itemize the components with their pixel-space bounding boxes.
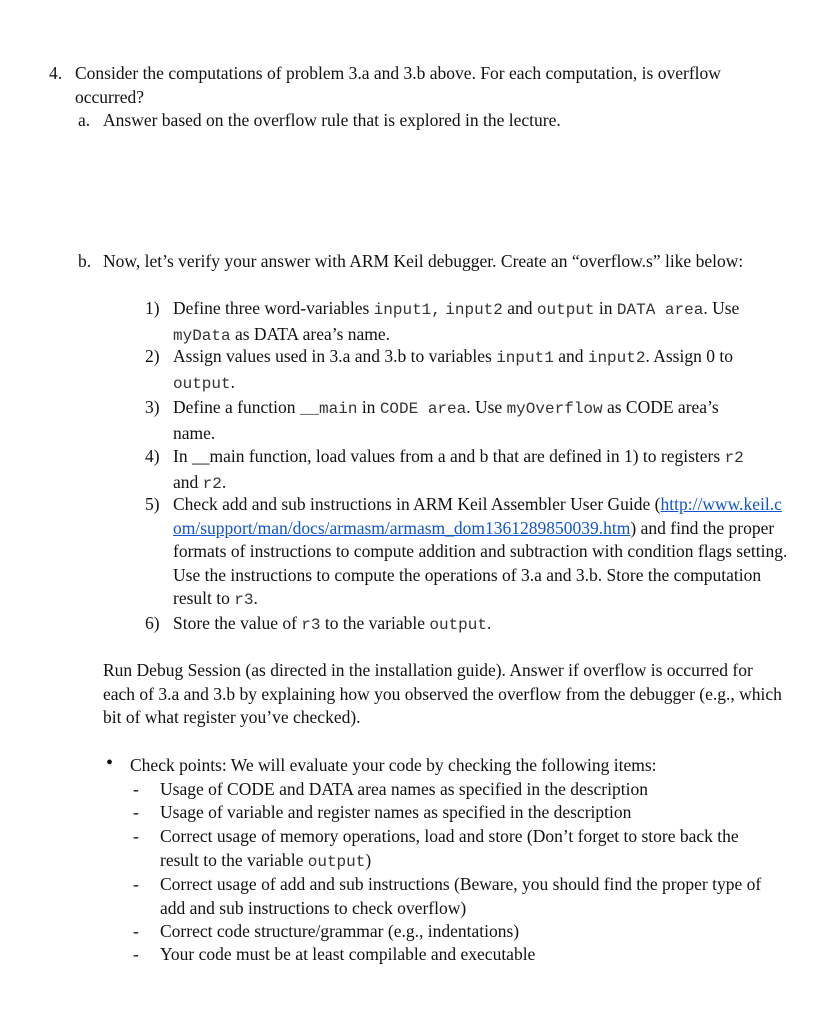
keil-guide-link[interactable]: http://www.keil.com/support/man/docs/armasm/armasm_dom1361289850039.htm — [173, 494, 782, 538]
run-debug-paragraph: Run Debug Session (as directed in the installation guide). Answer if overflow is occurred for each of 3.a and 3.b by explaining how you observed the overflow from the debugger (e.g., which bit of what register you’ve checked). — [103, 660, 782, 727]
code-data-area: DATA area — [616, 301, 704, 319]
code-input1: input1, — [373, 301, 441, 319]
checkpoint-item: Usage of variable and register names as specified in the description — [160, 802, 632, 822]
checkpoint-item: Correct usage of memory operations, load and store (Don’t forget to store back the result to the variable output) — [160, 826, 739, 871]
checkpoint-item: Correct code structure/grammar (e.g., indentations) — [160, 921, 520, 941]
step-6-text: Store the value of r3 to the variable output. — [173, 613, 492, 634]
step-5-text: Check add and sub instructions in ARM Keil Assembler User Guide (http://www.keil.com/support/man/docs/armasm/armasm_dom1361289850039.htm) and find the proper formats of instructions to compute addition and subtraction with condition flags setting. Use the instructions to compute the operations of 3.a and 3.b. Store the computation result to r3. — [173, 494, 788, 609]
step-3-text: Define a function __main in CODE area. Use myOverflow as CODE area’s name. — [173, 397, 719, 443]
question-text: Consider the computations of problem 3.a and 3.b above. For each computation, is overflow occurred? — [75, 63, 721, 107]
step-2-text: Assign values used in 3.a and 3.b to variables input1 and input2. Assign 0 to output. — [173, 346, 733, 393]
part-b-label: b. — [78, 251, 92, 271]
checkpoint-item: Correct usage of add and sub instructions (Beware, you should find the proper type of add and sub instructions to check overflow) — [160, 874, 762, 918]
code-input2: input2 — [445, 301, 503, 319]
checkpoint-item: Your code must be at least compilable and executable — [160, 944, 536, 964]
code-output: output — [536, 301, 595, 319]
step-1-number: 1) — [145, 298, 160, 318]
step-6-number: 6) — [145, 613, 160, 633]
dash-icon: - — [133, 826, 139, 846]
code-mydata: myData — [173, 326, 231, 345]
step-5-number: 5) — [145, 494, 160, 514]
part-a-text: Answer based on the overflow rule that is explored in the lecture. — [103, 110, 561, 130]
part-a-label: a. — [78, 110, 91, 130]
dash-icon: - — [133, 874, 139, 894]
checkpoint-item: Usage of CODE and DATA area names as specified in the description — [160, 779, 648, 799]
step-4-text: In __main function, load values from a and b that are defined in 1) to registers r2 and r2. — [173, 446, 744, 493]
dash-icon: - — [133, 779, 139, 799]
dash-icon: - — [133, 944, 139, 964]
step-1-text: Define three word-variables input1, input2 and output in DATA area. Use myData as DATA area’s name. — [173, 298, 740, 345]
bullet-icon: • — [106, 752, 114, 774]
question-number: 4. — [49, 63, 63, 83]
dash-icon: - — [133, 921, 139, 941]
step-3-number: 3) — [145, 397, 160, 417]
step-2-number: 2) — [145, 346, 160, 366]
dash-icon: - — [133, 802, 139, 822]
step-4-number: 4) — [145, 446, 160, 466]
checkpoints-intro: Check points: We will evaluate your code by checking the following items: — [130, 755, 657, 775]
part-b-text: Now, let’s verify your answer with ARM Keil debugger. Create an “overflow.s” like below: — [103, 251, 744, 271]
